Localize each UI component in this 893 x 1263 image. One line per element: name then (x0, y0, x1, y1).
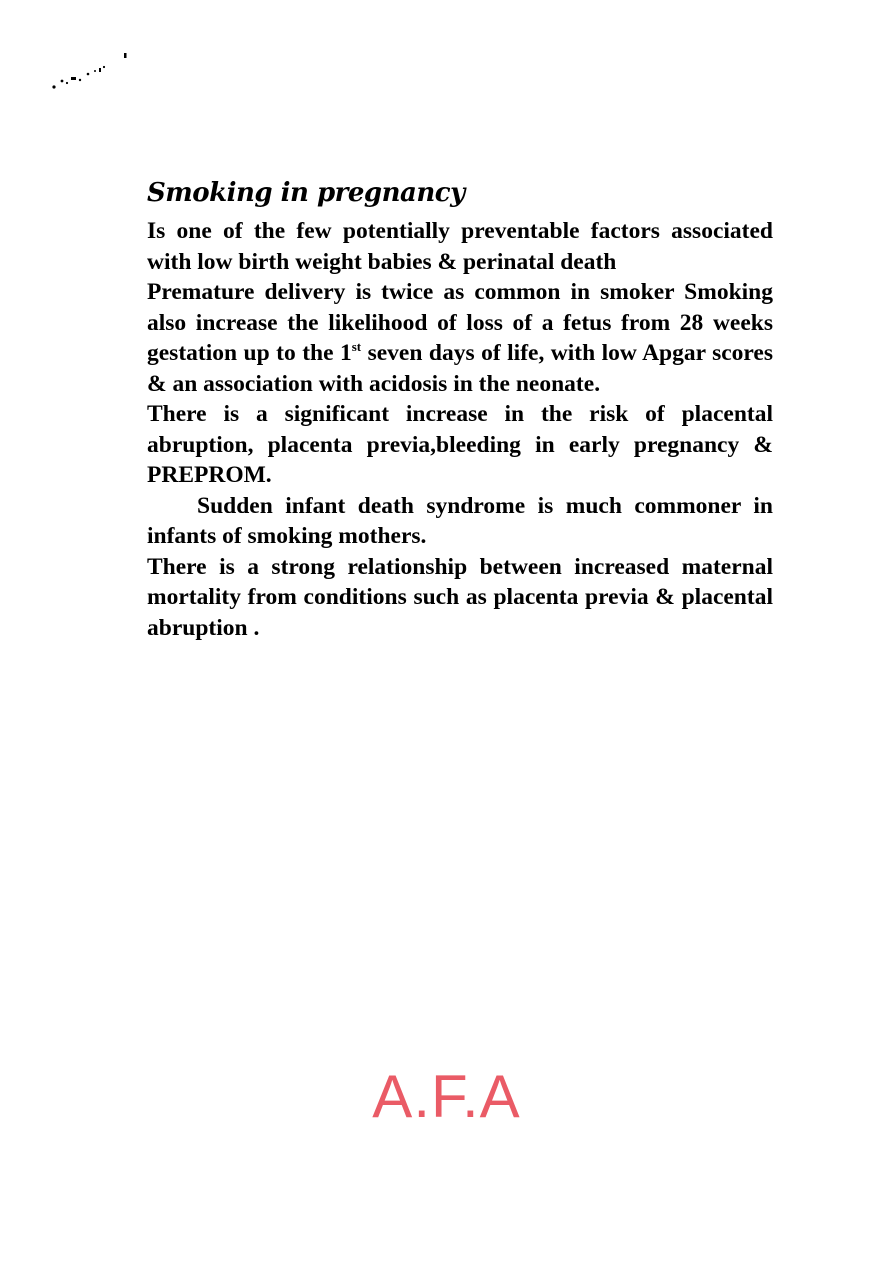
paragraph-premature-delivery-text-end: seven days of life, with low Apgar scores & an association with acidosis in the neonate. (147, 340, 773, 397)
paragraph-premature-delivery (147, 277, 773, 399)
paragraph-sids: Sudden infant death syndrome is much commoner in infants of smoking mothers. (147, 492, 773, 549)
watermark-signature: A.F.A (372, 1063, 521, 1130)
paragraph-preventable-factors: Is one of the few potentially preventable factors associated with low birth weight babies & perinatal death (147, 218, 773, 275)
paragraph-maternal-mortality: There is a strong relationship between increased maternal mortality from conditions such as placenta previa & placental abruption . (147, 553, 773, 641)
paragraph-placental-risk: There is a significant increase in the risk of placental abruption, placenta previa,bleeding in early pregnancy & PREPROM. (147, 401, 773, 488)
scan-speckle-marks (40, 44, 140, 94)
paragraph-premature-delivery-text-start: Premature delivery is twice as common in smoker Smoking also increase the likelihood of loss of a fetus from 28 weeks gestation up to the 1 (147, 279, 773, 366)
document-body (147, 172, 773, 643)
document-title: Smoking in pregnancy (147, 178, 465, 208)
ordinal-superscript: st (351, 339, 362, 355)
